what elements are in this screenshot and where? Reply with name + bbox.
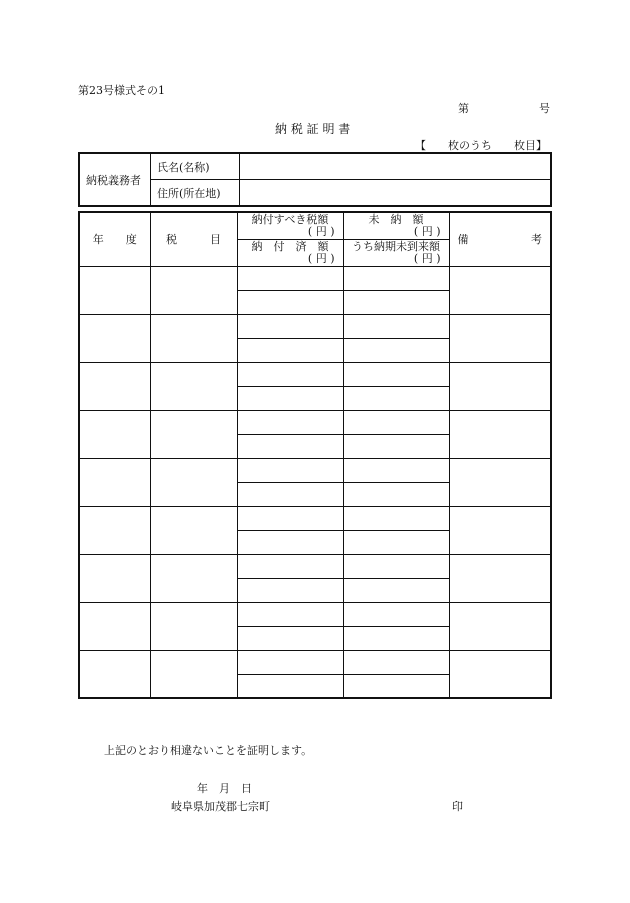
table-row	[79, 458, 551, 482]
due-amount-cell[interactable]	[237, 266, 343, 290]
tax-item-cell[interactable]	[150, 602, 237, 650]
table-row	[79, 602, 551, 626]
remarks-cell[interactable]	[449, 458, 551, 506]
remarks-cell[interactable]	[449, 602, 551, 650]
year-cell[interactable]	[79, 650, 150, 698]
due-amount-cell[interactable]	[237, 554, 343, 578]
remarks-cell[interactable]	[449, 362, 551, 410]
table-body	[79, 266, 551, 698]
not-due-amount-cell[interactable]	[343, 578, 449, 602]
due-amount-cell[interactable]	[237, 314, 343, 338]
name-label: 氏名(名称)	[151, 153, 240, 180]
not-due-amount-cell[interactable]	[343, 338, 449, 362]
tax-item-cell[interactable]	[150, 554, 237, 602]
tax-item-cell[interactable]	[150, 506, 237, 554]
number-label-suffix: 号	[539, 102, 550, 115]
table-row	[79, 506, 551, 530]
due-amount-cell[interactable]	[237, 650, 343, 674]
header-unpaid-unit: ( 円 )	[413, 224, 441, 238]
header-not-due-unit: ( 円 )	[413, 251, 441, 265]
address-label: 住所(所在地)	[151, 180, 240, 207]
table-row	[79, 650, 551, 674]
table-row	[79, 266, 551, 290]
due-amount-cell[interactable]	[237, 506, 343, 530]
address-field[interactable]	[240, 180, 552, 207]
tax-item-cell[interactable]	[150, 266, 237, 314]
due-amount-cell[interactable]	[237, 602, 343, 626]
header-year: 年 度	[79, 212, 150, 266]
header-paid-amount	[237, 239, 343, 266]
form-id: 第23号様式その1	[78, 84, 165, 97]
paid-amount-cell[interactable]	[237, 290, 343, 314]
table-row	[79, 410, 551, 434]
paid-amount-cell[interactable]	[237, 434, 343, 458]
unpaid-amount-cell[interactable]	[343, 650, 449, 674]
unpaid-amount-cell[interactable]	[343, 266, 449, 290]
unpaid-amount-cell[interactable]	[343, 458, 449, 482]
year-cell[interactable]	[79, 410, 150, 458]
unpaid-amount-cell[interactable]	[343, 602, 449, 626]
unpaid-amount-cell[interactable]	[343, 410, 449, 434]
header-unpaid-amount	[343, 212, 449, 239]
header-paid-label: 納 付 済 額	[251, 239, 329, 253]
paid-amount-cell[interactable]	[237, 578, 343, 602]
number-label-prefix: 第	[458, 102, 469, 115]
header-remarks	[449, 212, 551, 266]
header-not-due-amount	[343, 239, 449, 266]
header-unpaid-label: 未 納 額	[368, 212, 424, 226]
taxpayer-table	[78, 152, 552, 207]
pages-label: 【 枚のうち 枚目】	[415, 139, 547, 152]
document-title: 納 税 証 明 書	[275, 122, 351, 136]
not-due-amount-cell[interactable]	[343, 386, 449, 410]
due-amount-cell[interactable]	[237, 410, 343, 434]
remarks-cell[interactable]	[449, 314, 551, 362]
header-paid-unit: ( 円 )	[307, 251, 335, 265]
not-due-amount-cell[interactable]	[343, 482, 449, 506]
tax-item-cell[interactable]	[150, 314, 237, 362]
issuer: 岐阜県加茂郡七宗町	[171, 800, 270, 813]
due-amount-cell[interactable]	[237, 362, 343, 386]
header-due-unit: ( 円 )	[307, 224, 335, 238]
paid-amount-cell[interactable]	[237, 530, 343, 554]
unpaid-amount-cell[interactable]	[343, 362, 449, 386]
paid-amount-cell[interactable]	[237, 674, 343, 698]
taxpayer-label: 納税義務者	[79, 153, 151, 206]
year-cell[interactable]	[79, 266, 150, 314]
year-cell[interactable]	[79, 602, 150, 650]
table-row	[79, 554, 551, 578]
tax-item-cell[interactable]	[150, 362, 237, 410]
not-due-amount-cell[interactable]	[343, 434, 449, 458]
header-remarks-2: 考	[531, 233, 542, 247]
date-label: 年 月 日	[197, 782, 252, 795]
not-due-amount-cell[interactable]	[343, 290, 449, 314]
paid-amount-cell[interactable]	[237, 338, 343, 362]
due-amount-cell[interactable]	[237, 458, 343, 482]
remarks-cell[interactable]	[449, 266, 551, 314]
remarks-cell[interactable]	[449, 650, 551, 698]
tax-item-cell[interactable]	[150, 650, 237, 698]
tax-item-cell[interactable]	[150, 410, 237, 458]
not-due-amount-cell[interactable]	[343, 530, 449, 554]
unpaid-amount-cell[interactable]	[343, 554, 449, 578]
header-remarks-1: 備	[457, 233, 469, 247]
year-cell[interactable]	[79, 362, 150, 410]
year-cell[interactable]	[79, 554, 150, 602]
remarks-cell[interactable]	[449, 506, 551, 554]
year-cell[interactable]	[79, 506, 150, 554]
certification-text: 上記のとおり相違ないことを証明します。	[104, 744, 313, 757]
header-due-label: 納付すべき税額	[251, 212, 329, 226]
header-not-due-label: うち納期未到来額	[352, 239, 440, 253]
year-cell[interactable]	[79, 458, 150, 506]
table-row	[79, 314, 551, 338]
seal-mark: 印	[452, 800, 463, 813]
unpaid-amount-cell[interactable]	[343, 314, 449, 338]
remarks-cell[interactable]	[449, 554, 551, 602]
remarks-cell[interactable]	[449, 410, 551, 458]
table-row	[79, 362, 551, 386]
unpaid-amount-cell[interactable]	[343, 506, 449, 530]
name-field[interactable]	[240, 153, 552, 180]
paid-amount-cell[interactable]	[237, 386, 343, 410]
paid-amount-cell[interactable]	[237, 626, 343, 650]
not-due-amount-cell[interactable]	[343, 674, 449, 698]
header-due-amount	[237, 212, 343, 239]
header-tax-item: 税 目	[150, 212, 237, 266]
not-due-amount-cell[interactable]	[343, 626, 449, 650]
tax-table	[78, 211, 552, 699]
paid-amount-cell[interactable]	[237, 482, 343, 506]
year-cell[interactable]	[79, 314, 150, 362]
tax-item-cell[interactable]	[150, 458, 237, 506]
